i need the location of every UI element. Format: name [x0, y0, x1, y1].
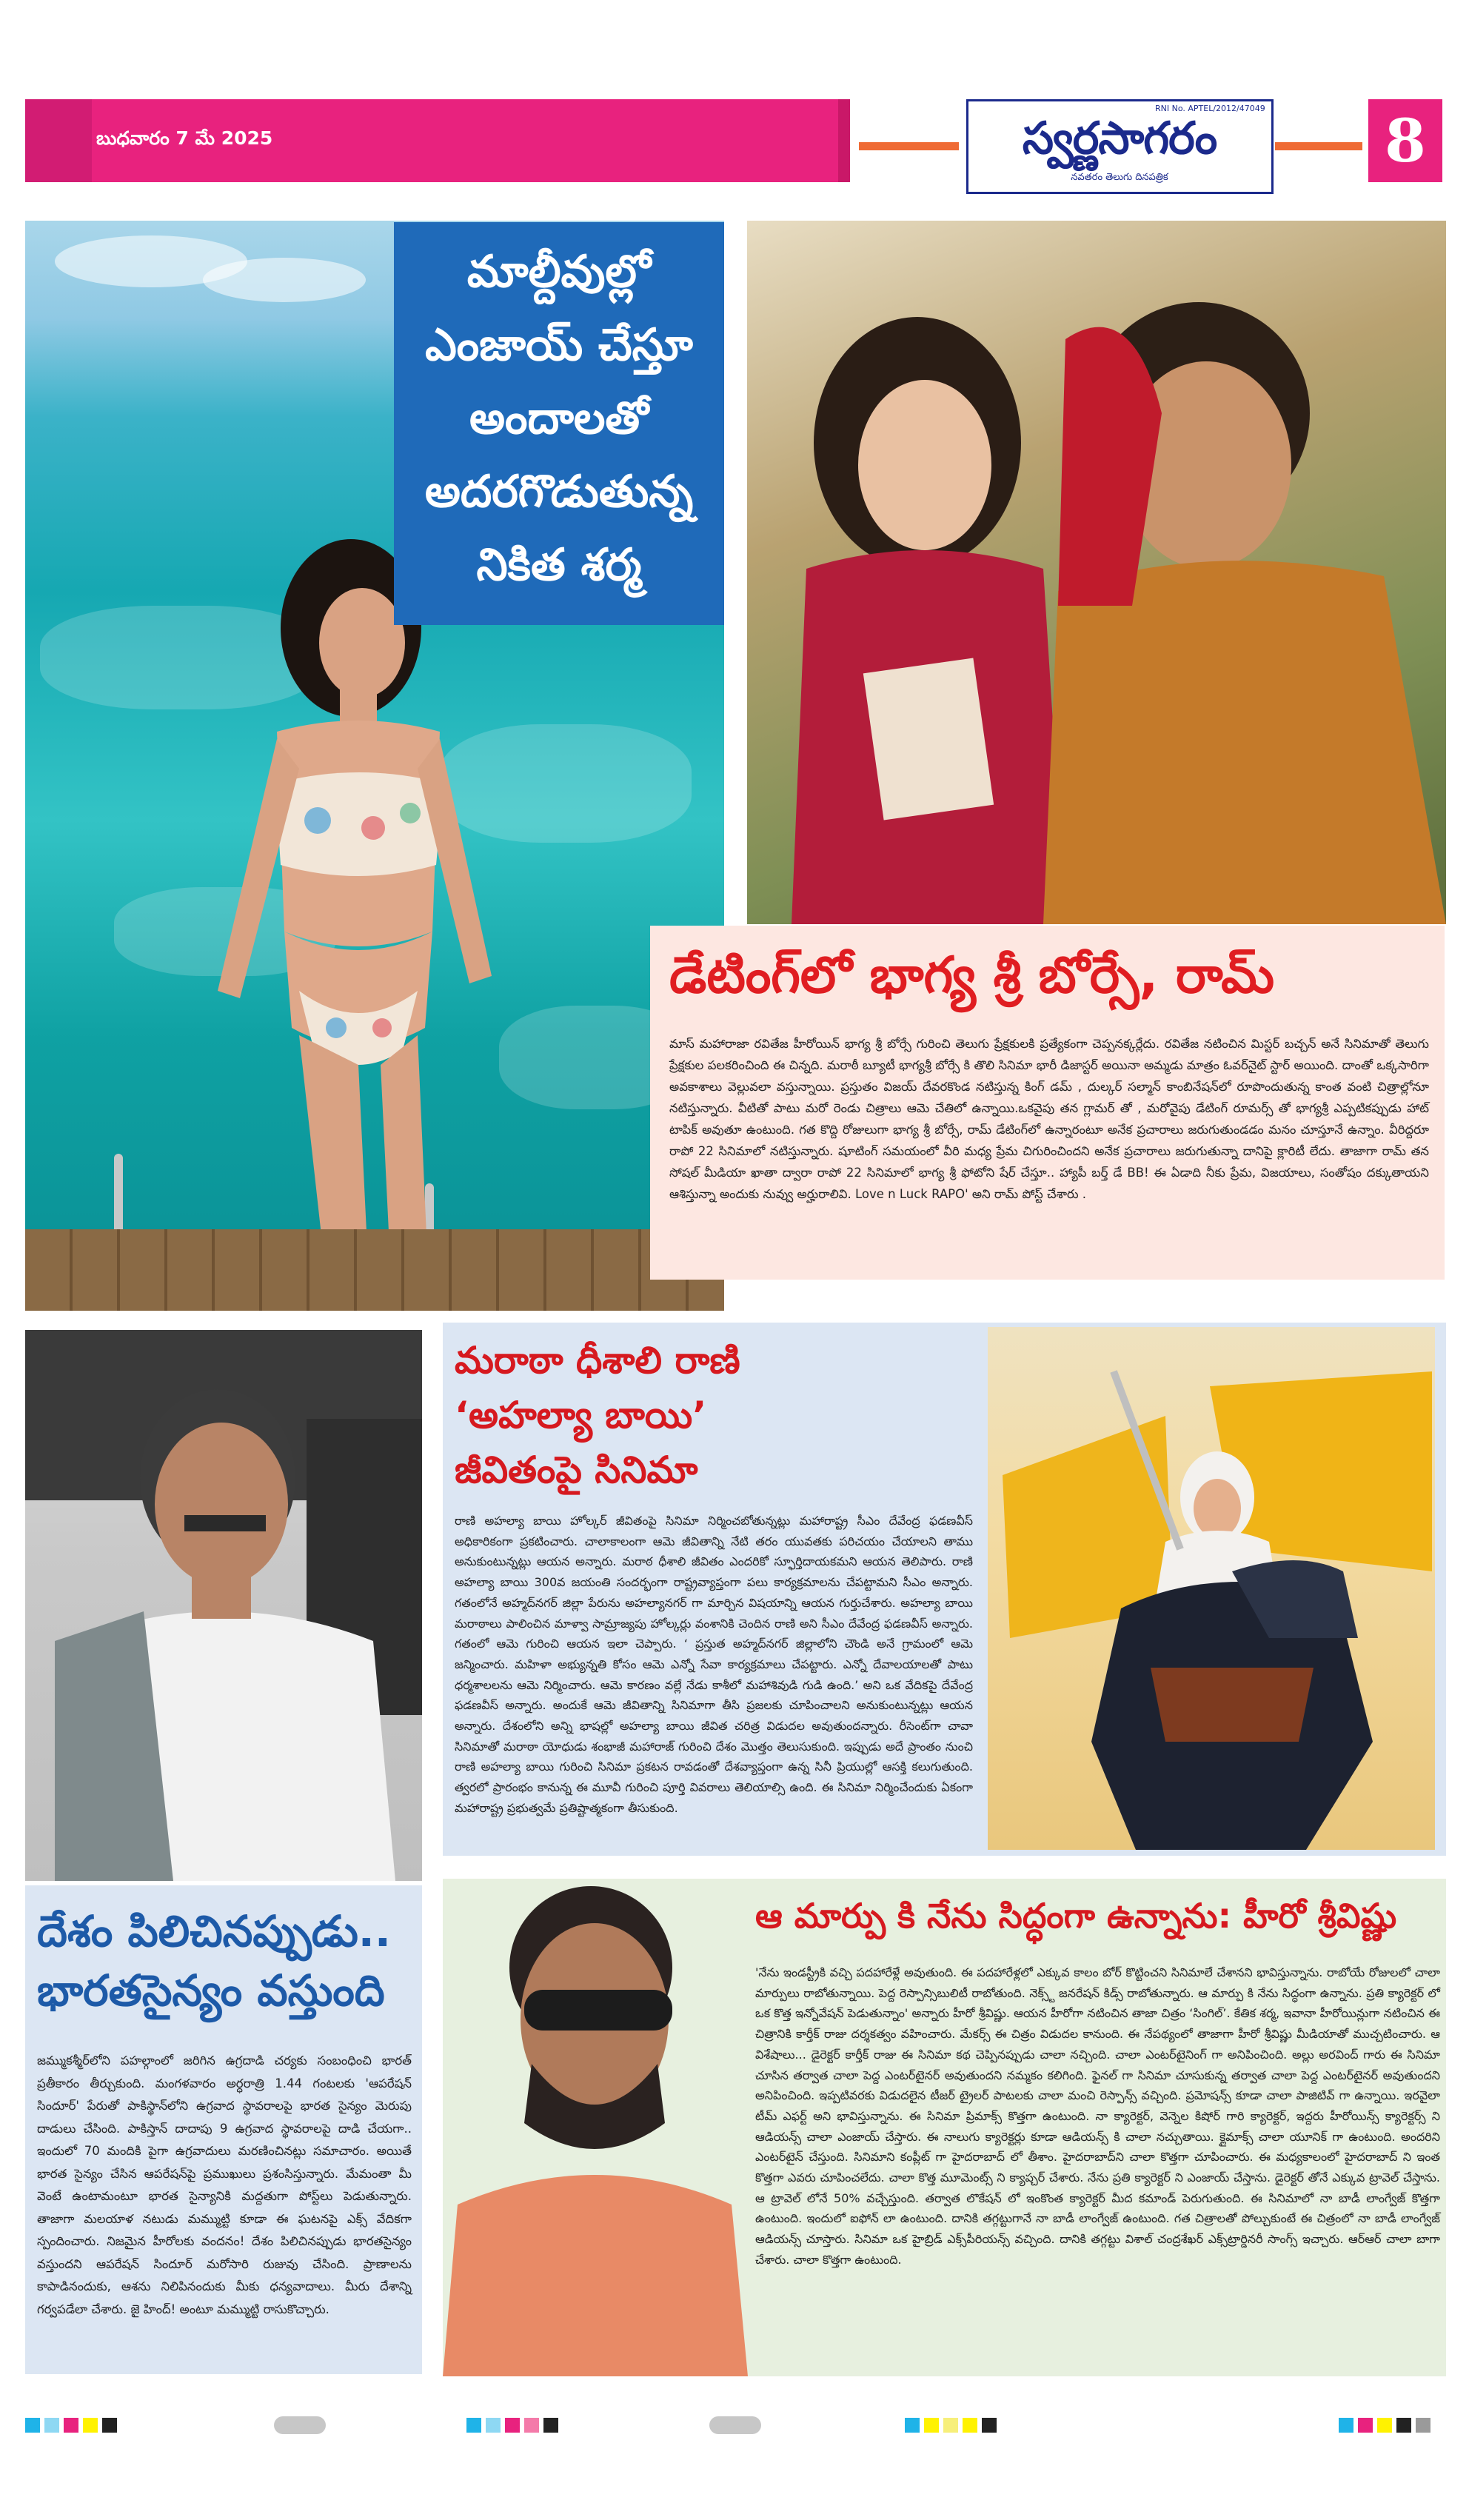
registration-marks-left [25, 2418, 117, 2433]
registration-marks-far-right [1339, 2418, 1430, 2433]
dating-article-body: మాస్ మహారాజా రవితేజ హీరోయిన్ భాగ్య శ్రీ బోర్సే గురించి తెలుగు ప్రేక్షకులకి ప్రత్యేకంగా చెప్పనక్కర్లేదు. రవితేజ నటించిన మిస్టర్ బచ్చన్ అనే సినిమాతో తెలుగు ప్రేక్షకుల పలకరించింది ఈ చిన్నది. మరాఠీ బ్యూటీ భాగ్యశ్రీ బోర్సే కి తొలి సినిమా భారీ డిజాస్టర్ అయినా అమ్మడు మాత్రం ఓవర్‌నైట్ స్టార్ అయింది. దాంతో ఒక్కసారిగా అవకాశాలు వెల్లువలా వస్తున్నాయి. ప్రస్తుతం విజయ్ దేవరకొండ నటిస్తున్న కింగ్ డమ్ , దుల్కర్ సల్మాన్ కాంబినేషన్‌లో రూపొందుతున్న కాంత వంటి చిత్రాల్లోనూ నటిస్తున్నారు. వీటితో పాటు మరో రెండు చిత్రాలు ఆమె చేతిలో ఉన్నాయి.ఒకవైపు తన గ్లామర్ తో , మరోవైపు డేటింగ్ రూమర్స్ తో భాగ్యశ్రీ ఎప్పటికప్పుడు హాట్ టాపిక్ అవుతూ ఉంటుంది. గత కొద్ది రోజులుగా భాగ్య శ్రీ బోర్సే, రామ్ డేటింగ్‌లో ఉన్నారంటూ అనేక ప్రచారాలు జరుగుతుండడం మనం చూస్తూనే ఉన్నాం. వీరిద్దరూ రాపో 22 సినిమాలో నటిస్తున్నారు. షూటింగ్ సమయంలో వీరి మధ్య ప్రేమ చిగురించిందని అనేక ప్రచారాలు జరుగుతున్నా దానిపై క్లారిటీ లేదు. తాజాగా రామ్ తన సోషల్ మీడియా ఖాతా ద్వారా రాపో 22 సినిమాలో భాగ్య శ్రీ ఫోటోని షేర్ చేస్తూ.. హ్యాపీ బర్త్ డే BB! ఈ ఏడాది నీకు ప్రేమ, విజయాలు, సంతోషం దక్కుతాయని ఆశిస్తున్నా అందుకు నువ్వు అర్హురాలివి. Love n Luck RAPO' అని రామ్ పోస్ట్ చేశారు . [669, 1037, 1429, 1201]
vishnu-headline: ఆ మార్పు కి నేను సిద్ధంగా ఉన్నాను: హీరో శ్రీవిష్ణు [755, 1896, 1397, 1936]
registration-pill [274, 2416, 326, 2434]
header-rule-right [1275, 142, 1362, 150]
registration-pill [709, 2416, 761, 2434]
army-article-body: జమ్ముకశ్మీర్‌లోని పహల్గాంలో జరిగిన ఉగ్రదాడి చర్యకు సంబంధించి భారత్ ప్రతీకారం తీర్చుకుంది. మంగళవారం అర్ధరాత్రి 1.44 గంటలకు 'ఆపరేషన్ సిందూర్' పేరుతో పాకిస్థాన్‌లోని ఉగ్రవాద స్థావరాలపై భారత సైన్యం మెరుపు దాడులు చేసింది. పాకిస్తాన్ దాదాపు 9 ఉగ్రవాద స్థావరాలపై దాడి చేయగా.. ఇందులో 70 మందికి పైగా ఉగ్రవాదులు మరణించినట్లు సమాచారం. అయితే భారత సైన్యం చేసిన ఆపరేషన్‌పై ప్రముఖులు ప్రశంసిస్తున్నారు. మేమంతా మీ వెంటే ఉంటామంటూ భారత సైన్యానికి మద్దతుగా పోస్ట్‌లు పెడుతున్నారు. తాజాగా మలయాళ నటుడు మమ్ముట్టి కూడా ఈ ఘటనపై ఎక్స్ వేదికగా స్పందించారు. నిజమైన హీరోలకు వందనం! దేశం పిలిచినప్పుడు భారతసైన్యం వస్తుందని ఆపరేషన్ సిందూర్ మరోసారి రుజువు చేసింది. ప్రాణాలను కాపాడినందుకు, ఆశను నిలిపినందుకు మీకు ధన్యవాదాలు. మీరు దేశాన్ని గర్వపడేలా చేశారు. జై హింద్! అంటూ మమ్ముట్టి రాసుకొచ్చారు. [37, 2053, 412, 2316]
headline-line: నికిత శర్మ [476, 539, 642, 591]
header-rule-left [859, 142, 959, 150]
registration-marks-mid [466, 2418, 558, 2433]
wooden-deck [25, 1229, 724, 1311]
vishnu-article-body: 'నేను ఇండస్ట్రీకి వచ్చి పదహారేళ్లే అవుతుంది. ఈ పదహారేళ్లలో ఎక్కువ కాలం బోర్ కొట్టించని సినిమాలే చేశానని భావిస్తున్నాను. రాబోయే రోజులలో చాలా మార్పులు రాబోతున్నాయి. పెద్ద రెస్పాన్సిబులిటీ రాబోతుంది. నెక్స్ట్ జనరేషన్ కిడ్స్ రాబోతున్నారు. ఆ మార్పు కి నేను సిద్ధంగా ఉన్నాను. ప్రతి క్యారెక్టర్ లో ఒక కొత్త ఇన్నోవేషన్ పెడుతున్నాం' అన్నారు హీరో శ్రీవిష్ణు. ఆయన హీరోగా నటించిన తాజా చిత్రం ‘సింగిల్’. కేతిక శర్మ, ఇవానా హీరోయిన్లుగా నటించిన ఈ చిత్రానికి కార్తీక్ రాజు దర్శకత్వం వహించారు. మేకర్స్ ఈ చిత్రం విడుదల కానుంది. ఈ నేపథ్యంలో తాజాగా హీరో శ్రీవిష్ణు మీడియాతో ముచ్చటించారు. ఆ విశేషాలు... డైరెక్టర్ కార్తీక్ రాజు ఈ సినిమా కథ చెప్పినప్పుడు చాలా నచ్చింది. చాలా ఎంటర్‌టైనింగ్ గా అనిపించింది. అల్లు అరవింద్ గారు ఈ సినిమా చూసిన తర్వాత చాలా పెద్ద ఎంటర్‌టైనర్ అవుతుందని నమ్మకం కలిగింది. ఫైనల్ గా సినిమా చూసుకున్న తర్వాత చాలా పెద్ద ఎంటర్‌టైనర్ అవుతుందని అనిపించింది. ఇప్పటివరకు విడుదలైన టీజర్ ట్రైలర్ పాటలకు చాలా మంచి రెస్పాన్స్ వచ్చింది. ప్రమోషన్స్ కూడా చాలా పాజిటివ్ గా ఉన్నాయి. ఇరవైలా టీమ్ ఎఫర్ట్ అని భావిస్తున్నాను. ఈ సినిమా ప్రిమాక్స్ కొత్తగా ఉంటుంది. నా క్యారెక్టర్, వెన్నెల కిషోర్ గారి క్యారెక్టర్, ఇద్దరు హీరోయిన్స్ క్యారెక్టర్స్ ని ఆడియన్స్ చాలా ఎంజాయ్ చేస్తారు. ఈ నాలుగు క్యారెక్టర్లు కూడా ఆడియన్స్ కి చాలా నచ్చుతాయి. క్లైమాక్స్ చాలా యూనిక్ గా ఉంటుంది. అందరిని ఎంటర్‌టైన్ చేస్తుంది. సినిమాని కంప్లీట్ గా హైదరాబాద్ లో తీశాం. హైదరాబాద్‌ని చాలా కొత్తగా చూపించారు. ఈ మధ్యకాలంలో హైదరాబాద్ ని ఇంత కొత్తగా ఎవరు చూపించలేదు. చాలా కొత్త మూమెంట్స్ ని క్యాప్చర్ చేశారు. నేను ప్రతి క్యారెక్టర్ ని ఎంజాయ్ చేస్తాను. డైరెక్టర్ తోనే ఎక్కువ ట్రావెల్ చేస్తాను. ఆ ట్రావెల్ లోనే 50% వచ్చేస్తుంది. తర్వాత లొకేషన్ లో ఇంకొంత క్యారెక్టర్ మీద కమాండ్ పెరుగుతుంది. ఈ సినిమాలో నా బాడీ లాంగ్వేజ్ కొత్తగా ఉంటుంది. ఇందులో ఐఫోన్ లా ఉంటుంది. దానికి తగ్గట్టుగానే నా బాడీ లాంగ్వేజ్ ఉంటుంది. గత చిత్రాలతో పోల్చుకుంటే ఈ చిత్రంలో నా బాడీ లాంగ్వేజ్ ఆడియన్స్ చూస్తారు. సినిమా ఒక హైబ్రిడ్ ఎక్స్‌పీరియన్స్ వచ్చింది. దానికి తగ్గట్టు విశాల్ చంద్రశేఖర్ ఎక్స్‌ట్రార్డినరీ సాంగ్స్ ఇచ్చారు. ఆర్‌ఆర్ చాలా బాగా చేశారు. చాలా కొత్తగా ఉంటుంది. [755, 1965, 1440, 2267]
dating-headline: డేటింగ్‌లో భాగ్య శ్రీ బోర్సే, రామ్ [669, 946, 1275, 1005]
army-headline [37, 1902, 415, 2020]
headline-line: అందాలతో [469, 392, 649, 444]
masthead-title: స్వర్ణసాగరం [1022, 113, 1217, 164]
headline-line: దేశం పిలిచినప్పుడు.. [37, 1906, 391, 1956]
sree-vishnu-photo [443, 1879, 748, 2376]
headline-line: భారతసైన్యం వస్తుంది [37, 1965, 385, 2016]
headline-line: ‘అహల్యా బాయి’ [455, 1394, 707, 1437]
registration-number: RNI No. APTEL/2012/47049 [1155, 104, 1265, 113]
masthead-tagline: నవతరం తెలుగు దినపత్రిక [1071, 172, 1168, 183]
headline-line: జీవితంపై సినిమా [455, 1448, 698, 1491]
woman-figure [188, 517, 529, 1311]
ahalya-headline [455, 1333, 973, 1497]
maldives-headline [404, 235, 714, 602]
header-pink-strip [838, 99, 850, 182]
headline-line: మాల్దీవుల్లో [466, 246, 652, 298]
issue-date: బుధవారం 7 మే 2025 [96, 127, 273, 149]
ahalya-article-body: రాణి అహల్యా బాయి హోల్కర్ జీవితంపై సినిమా నిర్మించబోతున్నట్లు మహారాష్ట్ర సీఎం దేవేంద్ర ఫడణవీస్ అధికారికంగా ప్రకటించారు. చాలాకాలంగా ఆమె జీవితాన్ని నేటి తరం యువతకు పరిచయం చేయాలని తాము అనుకుంటున్నట్లు ఆయన అన్నారు. మరాఠ ధీశాలి జీవితం ఎందరికో స్ఫూర్తిదాయకమని ఆయన తెలిపారు. రాణి అహల్యా బాయి 300వ జయంతి సందర్భంగా రాష్ట్రవ్యాప్తంగా పలు కార్యక్రమాలను చేపట్టామని సీఎం అన్నారు. గతంలోనే అహ్మద్‌నగర్ జిల్లా పేరును అహల్యానగర్ గా మార్చిన విషయాన్ని ఆయన గుర్తుచేశారు. అహల్యా బాయి మరాఠాలు పాలించిన మాళ్వా సామ్రాజ్యపు హోల్కర్లు వంశానికి చెందిన రాణి అని సీఎం దేవేంద్ర ఫడణవీస్ అన్నారు. గతంలో ఆమె గురించి ఆయన ఇలా చెప్పారు. ‘ ప్రస్తుత అహ్మద్‌నగర్ జిల్లాలోని చౌండి అనే గ్రామంలో ఆమె జన్మించారు. మహిళా అభ్యున్నతి కోసం ఆమె ఎన్నో సేవా కార్యక్రమాలు చేపట్టారు. ఎన్నో దేవాలయాలతో పాటు ధర్మశాలలను ఆమె నిర్మించారు. ఆమె కారణం వల్లే నేడు కాశీలో మహాశివుడి గుడి ఉంది.’ అని ఒక వేదికపై దేవేంద్ర ఫడణవీస్ అన్నారు. అందుకే ఆమె జీవితాన్ని సినిమాగా తీసి ప్రజలకు చూపించాలని అనుకుంటున్నట్లు ఆయన అన్నారు. దేశంలోని అన్ని భాషల్లో అహల్యా బాయి జీవిత చరిత్ర విడుదల అవుతుందన్నారు. రీసెంట్‌గా చావా సినిమాతో మరాఠా యోధుడు శంభాజీ మహారాజ్ గురించి దేశం మొత్తం తెలుసుకుంది. ఇప్పుడు అదే ప్రాంతం నుంచి రాణి అహల్యా బాయి గురించి సినిమా ప్రకటన రావడంతో దేశవ్యాప్తంగా ఉన్న సినీ ప్రియుల్లో ఆసక్తి కలుగుతుంది. త్వరలో ప్రారంభం కానున్న ఈ మూవీ గురించి పూర్తి వివరాలు తెలియాల్సి ఉంది. ఈ సినిమా నిర్మించేందుకు ఏకంగా మహారాష్ట్ర ప్రభుత్వమే ప్రతిష్టాత్మకంగా తీసుకుంది. [455, 1514, 973, 1815]
headline-line: మరాఠా ధీశాలి రాణి [455, 1339, 740, 1382]
page-number: 8 [1368, 99, 1442, 182]
movie-still-photo [747, 221, 1446, 924]
headline-line: అదరగొడుతున్న [424, 466, 694, 518]
headline-line: ఎంజాయ్ చేస్తూ [425, 319, 693, 371]
mammootty-photo [25, 1330, 422, 1881]
registration-marks-right [905, 2418, 997, 2433]
ahalya-painting [988, 1327, 1435, 1850]
